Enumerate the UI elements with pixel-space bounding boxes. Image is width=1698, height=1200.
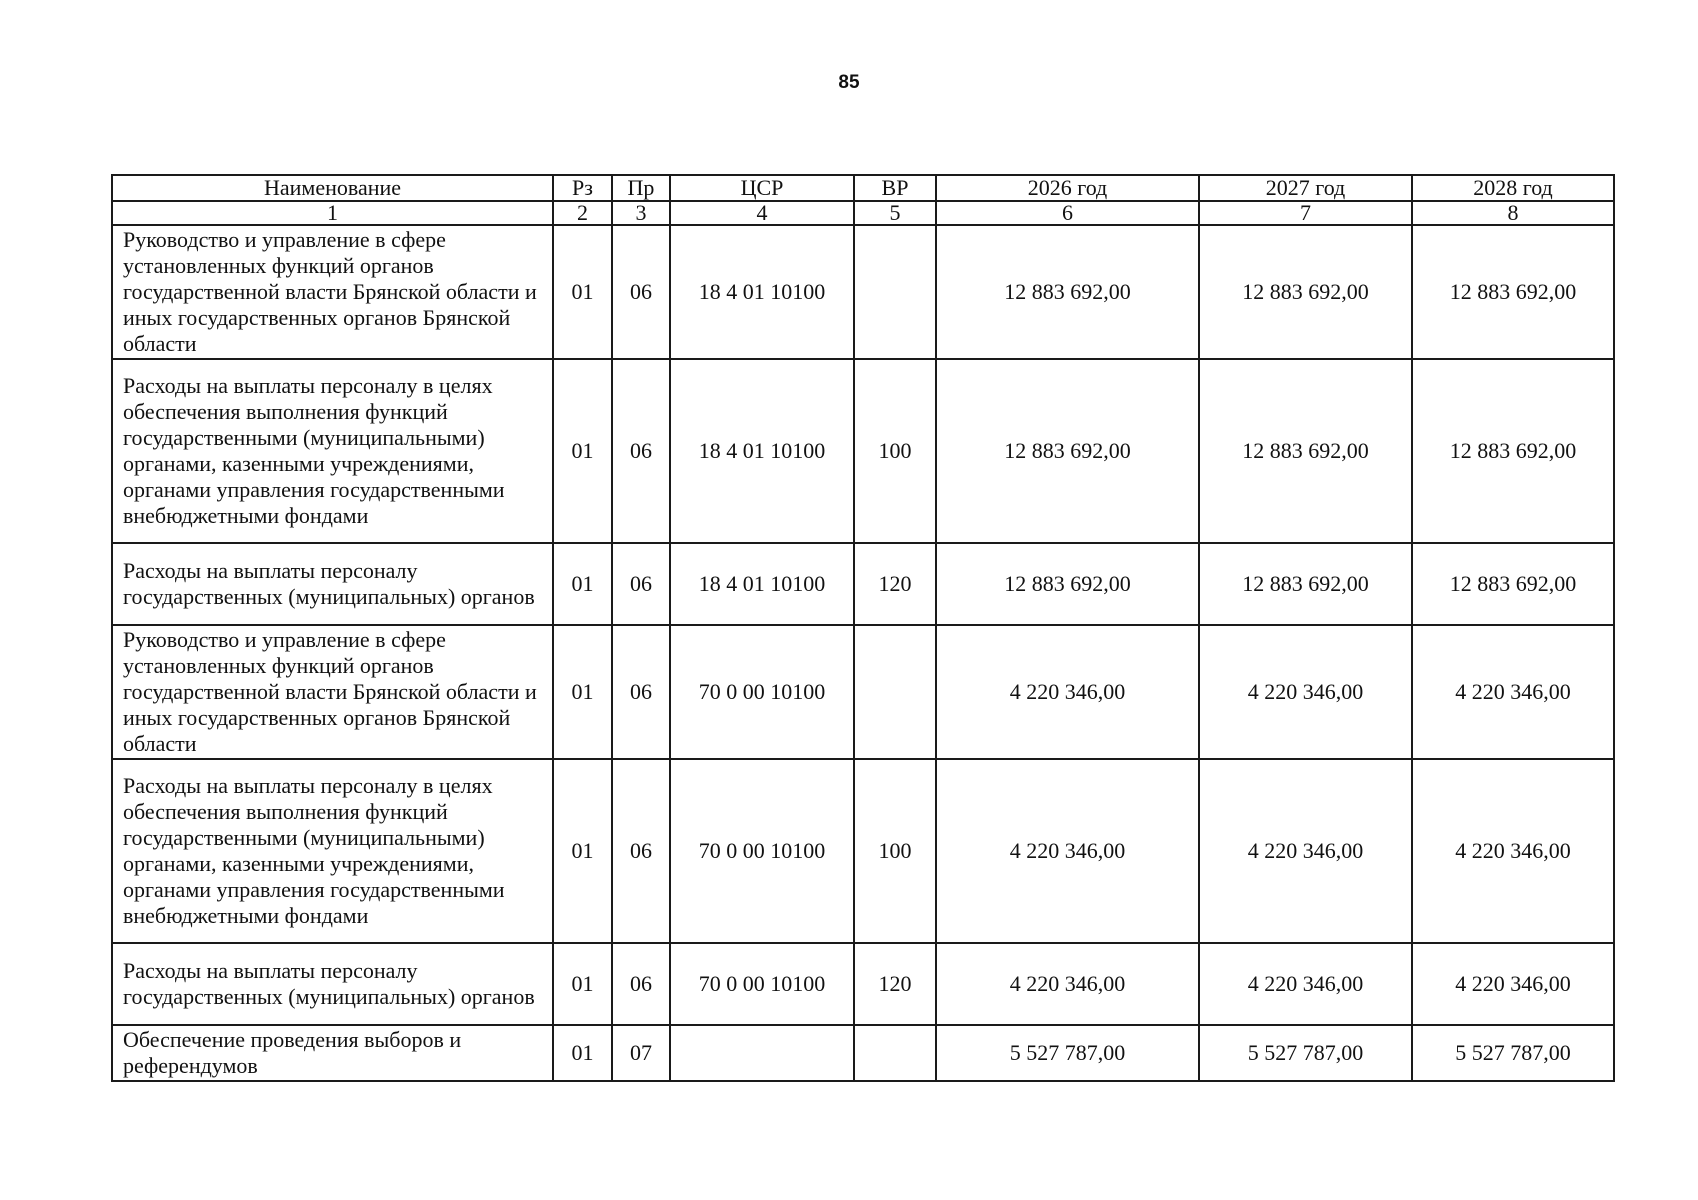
header-pr: Пр	[612, 175, 670, 201]
row-amount-2027: 4 220 346,00	[1199, 759, 1412, 943]
column-number: 6	[936, 201, 1199, 225]
row-amount-2028: 12 883 692,00	[1412, 543, 1614, 625]
row-vr	[854, 1025, 936, 1081]
column-number: 2	[553, 201, 612, 225]
table-row	[112, 943, 1614, 1025]
header-vr: ВР	[854, 175, 936, 201]
row-amount-2027: 12 883 692,00	[1199, 225, 1412, 359]
row-rz: 01	[553, 1025, 612, 1081]
row-amount-2028: 4 220 346,00	[1412, 943, 1614, 1025]
row-amount-2027: 12 883 692,00	[1199, 359, 1412, 543]
column-number: 8	[1412, 201, 1614, 225]
row-name: Руководство и управление в сфере установленных функций органов государственной власти Брянской области и иных государственных органов Брянской области	[112, 225, 553, 359]
row-pr: 06	[612, 625, 670, 759]
column-number: 5	[854, 201, 936, 225]
table-row	[112, 1025, 1614, 1081]
table-row	[112, 759, 1614, 943]
row-vr	[854, 225, 936, 359]
column-number: 7	[1199, 201, 1412, 225]
row-pr: 06	[612, 943, 670, 1025]
row-amount-2026: 5 527 787,00	[936, 1025, 1199, 1081]
row-vr: 100	[854, 359, 936, 543]
row-pr: 06	[612, 759, 670, 943]
row-csr: 70 0 00 10100	[670, 759, 854, 943]
row-amount-2027: 12 883 692,00	[1199, 543, 1412, 625]
column-number: 3	[612, 201, 670, 225]
row-rz: 01	[553, 225, 612, 359]
header-rz: Рз	[553, 175, 612, 201]
header-2028: 2028 год	[1412, 175, 1614, 201]
budget-table	[111, 174, 1615, 1082]
header-csr: ЦСР	[670, 175, 854, 201]
header-name: Наименование	[112, 175, 553, 201]
row-amount-2028: 4 220 346,00	[1412, 625, 1614, 759]
row-vr: 100	[854, 759, 936, 943]
row-name: Расходы на выплаты персоналу государственных (муниципальных) органов	[112, 543, 553, 625]
row-name: Расходы на выплаты персоналу в целях обеспечения выполнения функций государственными (муниципальными) органами, казенными учреждениями, органами управления государственными внебюджетными фондами	[112, 359, 553, 543]
row-name: Расходы на выплаты персоналу государственных (муниципальных) органов	[112, 943, 553, 1025]
row-csr: 70 0 00 10100	[670, 943, 854, 1025]
row-rz: 01	[553, 543, 612, 625]
table-row	[112, 359, 1614, 543]
row-pr: 07	[612, 1025, 670, 1081]
row-amount-2026: 12 883 692,00	[936, 543, 1199, 625]
row-csr: 70 0 00 10100	[670, 625, 854, 759]
row-vr	[854, 625, 936, 759]
row-csr: 18 4 01 10100	[670, 225, 854, 359]
row-csr: 18 4 01 10100	[670, 359, 854, 543]
row-rz: 01	[553, 759, 612, 943]
row-amount-2026: 4 220 346,00	[936, 625, 1199, 759]
row-pr: 06	[612, 225, 670, 359]
row-rz: 01	[553, 625, 612, 759]
row-amount-2027: 4 220 346,00	[1199, 943, 1412, 1025]
row-vr: 120	[854, 943, 936, 1025]
row-name: Руководство и управление в сфере установленных функций органов государственной власти Брянской области и иных государственных органов Брянской области	[112, 625, 553, 759]
row-pr: 06	[612, 543, 670, 625]
row-amount-2028: 5 527 787,00	[1412, 1025, 1614, 1081]
column-number: 4	[670, 201, 854, 225]
column-number-row	[112, 201, 1614, 225]
row-amount-2028: 12 883 692,00	[1412, 359, 1614, 543]
row-pr: 06	[612, 359, 670, 543]
row-amount-2026: 12 883 692,00	[936, 359, 1199, 543]
row-amount-2026: 12 883 692,00	[936, 225, 1199, 359]
table-row	[112, 225, 1614, 359]
row-amount-2026: 4 220 346,00	[936, 759, 1199, 943]
column-number: 1	[112, 201, 553, 225]
row-amount-2027: 5 527 787,00	[1199, 1025, 1412, 1081]
row-csr: 18 4 01 10100	[670, 543, 854, 625]
table-row	[112, 625, 1614, 759]
page-number: 85	[838, 72, 860, 93]
row-rz: 01	[553, 943, 612, 1025]
row-name: Расходы на выплаты персоналу в целях обеспечения выполнения функций государственными (муниципальными) органами, казенными учреждениями, органами управления государственными внебюджетными фондами	[112, 759, 553, 943]
row-amount-2027: 4 220 346,00	[1199, 625, 1412, 759]
row-vr: 120	[854, 543, 936, 625]
row-amount-2028: 12 883 692,00	[1412, 225, 1614, 359]
row-csr	[670, 1025, 854, 1081]
header-2026: 2026 год	[936, 175, 1199, 201]
header-2027: 2027 год	[1199, 175, 1412, 201]
row-amount-2026: 4 220 346,00	[936, 943, 1199, 1025]
row-rz: 01	[553, 359, 612, 543]
table-row	[112, 543, 1614, 625]
row-name: Обеспечение проведения выборов и референдумов	[112, 1025, 553, 1081]
row-amount-2028: 4 220 346,00	[1412, 759, 1614, 943]
header-row	[112, 175, 1614, 201]
